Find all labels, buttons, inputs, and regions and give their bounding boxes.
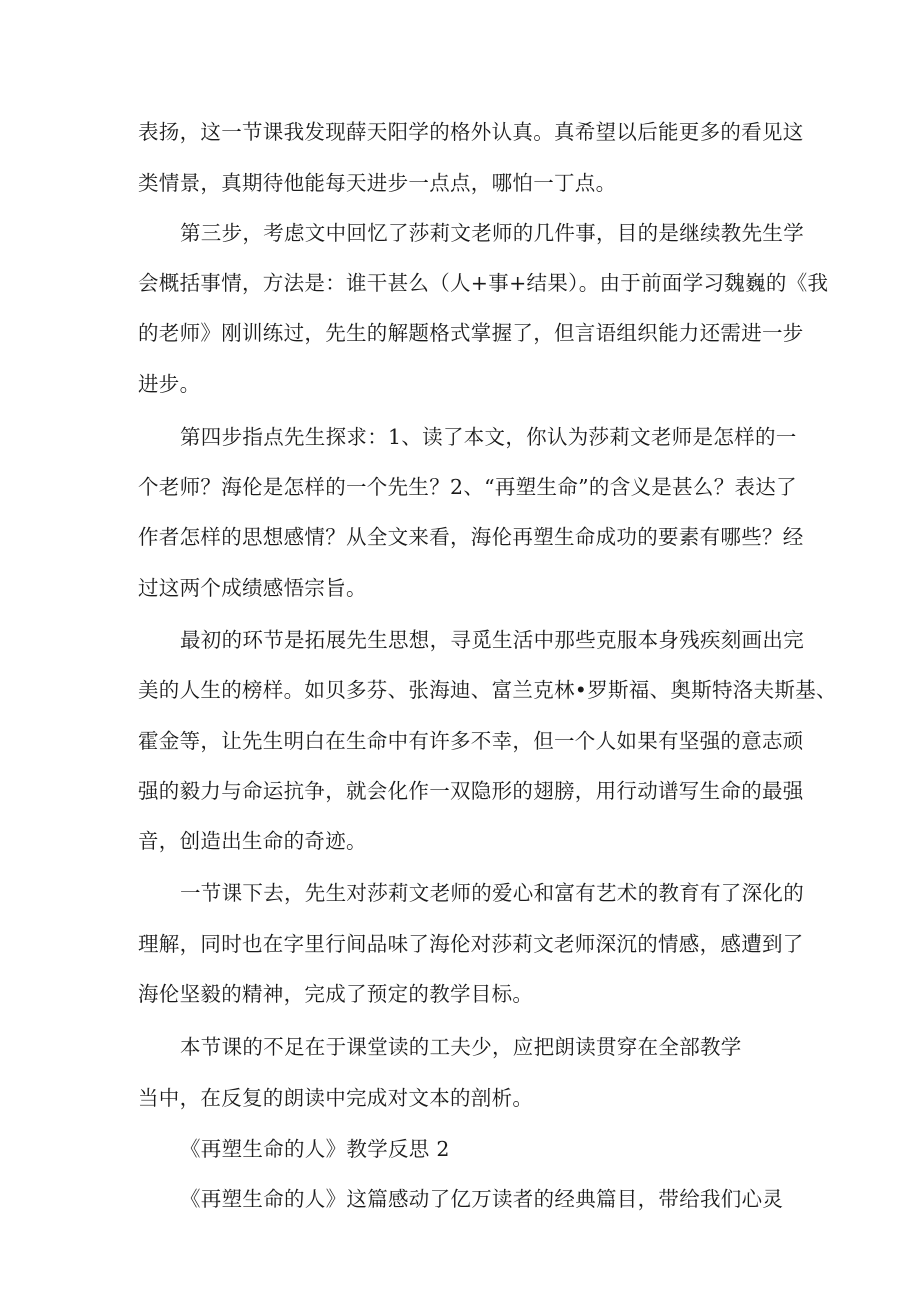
paragraph-line: 当中，在反复的朗读中完成对文本的剖析。 bbox=[138, 1086, 534, 1110]
paragraph-line: 类情景，真期待他能每天进步一点点，哪怕一丁点。 bbox=[138, 171, 617, 195]
paragraph-line: 海伦坚毅的精神，完成了预定的教学目标。 bbox=[138, 982, 534, 1006]
paragraph-line: 《再塑生命的人》这篇感动了亿万读者的经典篇目，带给我们心灵 bbox=[180, 1187, 784, 1211]
paragraph-line: 进步。 bbox=[138, 372, 201, 396]
paragraph-line: 最初的环节是拓展先生思想，寻觅生活中那些克服本身残疾刻画出完 bbox=[180, 628, 804, 652]
paragraph-line: 第四步指点先生探求：1、读了本文，你认为莎莉文老师是怎样的一 bbox=[180, 425, 797, 449]
paragraph-line: 第三步，考虑文中回忆了莎莉文老师的几件事，目的是继续教先生学 bbox=[180, 221, 804, 245]
paragraph-line: 美的人生的榜样。如贝多芬、张海迪、富兰克林•罗斯福、奥斯特洛夫斯基、 bbox=[138, 678, 837, 702]
paragraph-line: 表扬，这一节课我发现薛天阳学的格外认真。真希望以后能更多的看见这 bbox=[138, 120, 804, 144]
paragraph-line: 霍金等，让先生明白在生命中有许多不幸，但一个人如果有坚强的意志顽 bbox=[138, 729, 804, 753]
paragraph-line: 作者怎样的思想感情？从全文来看，海伦再塑生命成功的要素有哪些？经 bbox=[138, 525, 804, 549]
paragraph-line: 一节课下去，先生对莎莉文老师的爱心和富有艺术的教育有了深化的 bbox=[180, 881, 804, 905]
paragraph-line: 本节课的不足在于课堂读的工夫少，应把朗读贯穿在全部教学 bbox=[180, 1035, 742, 1059]
paragraph-line: 个老师？海伦是怎样的一个先生？2、“再塑生命”的含义是甚么？表达了 bbox=[138, 475, 797, 499]
paragraph-line: 的老师》刚训练过，先生的解题格式掌握了，但言语组织能力还需进一步 bbox=[138, 321, 804, 345]
section-heading: 《再塑生命的人》教学反思 2 bbox=[180, 1137, 450, 1161]
paragraph-line: 音，创造出生命的奇迹。 bbox=[138, 829, 367, 853]
paragraph-line: 会概括事情，方法是：谁干甚么（人+事+结果）。由于前面学习魏巍的《我 bbox=[138, 271, 829, 295]
paragraph-line: 理解，同时也在字里行间品味了海伦对莎莉文老师深沉的情感，感遭到了 bbox=[138, 932, 804, 956]
paragraph-line: 过这两个成绩感悟宗旨。 bbox=[138, 576, 367, 600]
paragraph-line: 强的毅力与命运抗争，就会化作一双隐形的翅膀，用行动谱写生命的最强 bbox=[138, 779, 804, 803]
